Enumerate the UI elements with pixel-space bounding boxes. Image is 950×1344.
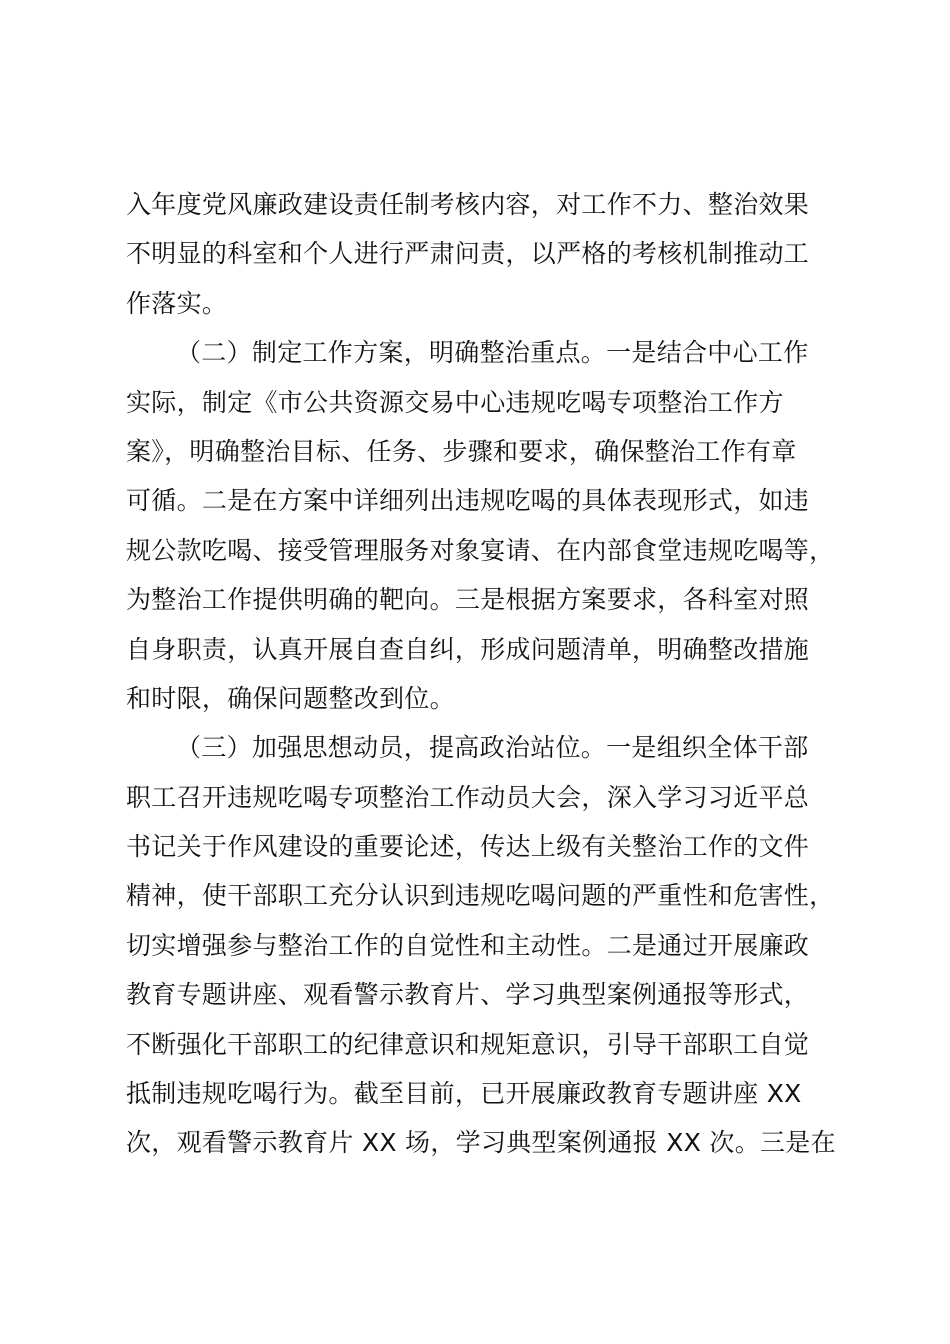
text-line: 教育专题讲座、观看警示教育片、学习典型案例通报等形式， <box>126 980 810 1010</box>
text-line: 不明显的科室和个人进行严肃问责，以严格的考核机制推动工 <box>126 239 810 269</box>
text-line: 抵制违规吃喝行为。截至目前，已开展廉政教育专题讲座 XX <box>126 1079 802 1109</box>
text-line: 切实增强参与整治工作的自觉性和主动性。二是通过开展廉政 <box>126 930 810 960</box>
text-line: 入年度党风廉政建设责任制考核内容，对工作不力、整治效果 <box>126 190 810 219</box>
text-line: 规公款吃喝、接受管理服务对象宴请、在内部食堂违规吃喝等， <box>126 535 835 565</box>
text-line: 和时限，确保问题整改到位。 <box>126 683 455 713</box>
text-line: 书记关于作风建设的重要论述，传达上级有关整治工作的文件 <box>126 832 810 862</box>
text-line: 实际，制定《市公共资源交易中心违规吃喝专项整治工作方 <box>126 387 784 417</box>
section-heading-line: （三）加强思想动员，提高政治站位。一是组织全体干部 <box>176 733 809 763</box>
text-line: 不断强化干部职工的纪律意识和规矩意识，引导干部职工自觉 <box>126 1029 810 1059</box>
text-line: 精神，使干部职工充分认识到违规吃喝问题的严重性和危害性， <box>126 881 835 911</box>
text-line: 作落实。 <box>126 288 228 318</box>
text-line: 职工召开违规吃喝专项整治工作动员大会，深入学习习近平总 <box>126 782 810 812</box>
document-body <box>126 180 838 1168</box>
section-heading-line: （二）制定工作方案，明确整治重点。一是结合中心工作 <box>176 338 809 368</box>
text-line: 为整治工作提供明确的靶向。三是根据方案要求，各科室对照 <box>126 585 810 615</box>
text-line: 案》，明确整治目标、任务、步骤和要求，确保整治工作有章 <box>126 436 797 466</box>
text-line: 次，观看警示教育片 XX 场，学习典型案例通报 XX 次。三是在 <box>126 1128 836 1158</box>
text-line: 自身职责，认真开展自查自纠，形成问题清单，明确整改措施 <box>126 634 810 664</box>
text-line: 可循。二是在方案中详细列出违规吃喝的具体表现形式，如违 <box>126 486 810 516</box>
